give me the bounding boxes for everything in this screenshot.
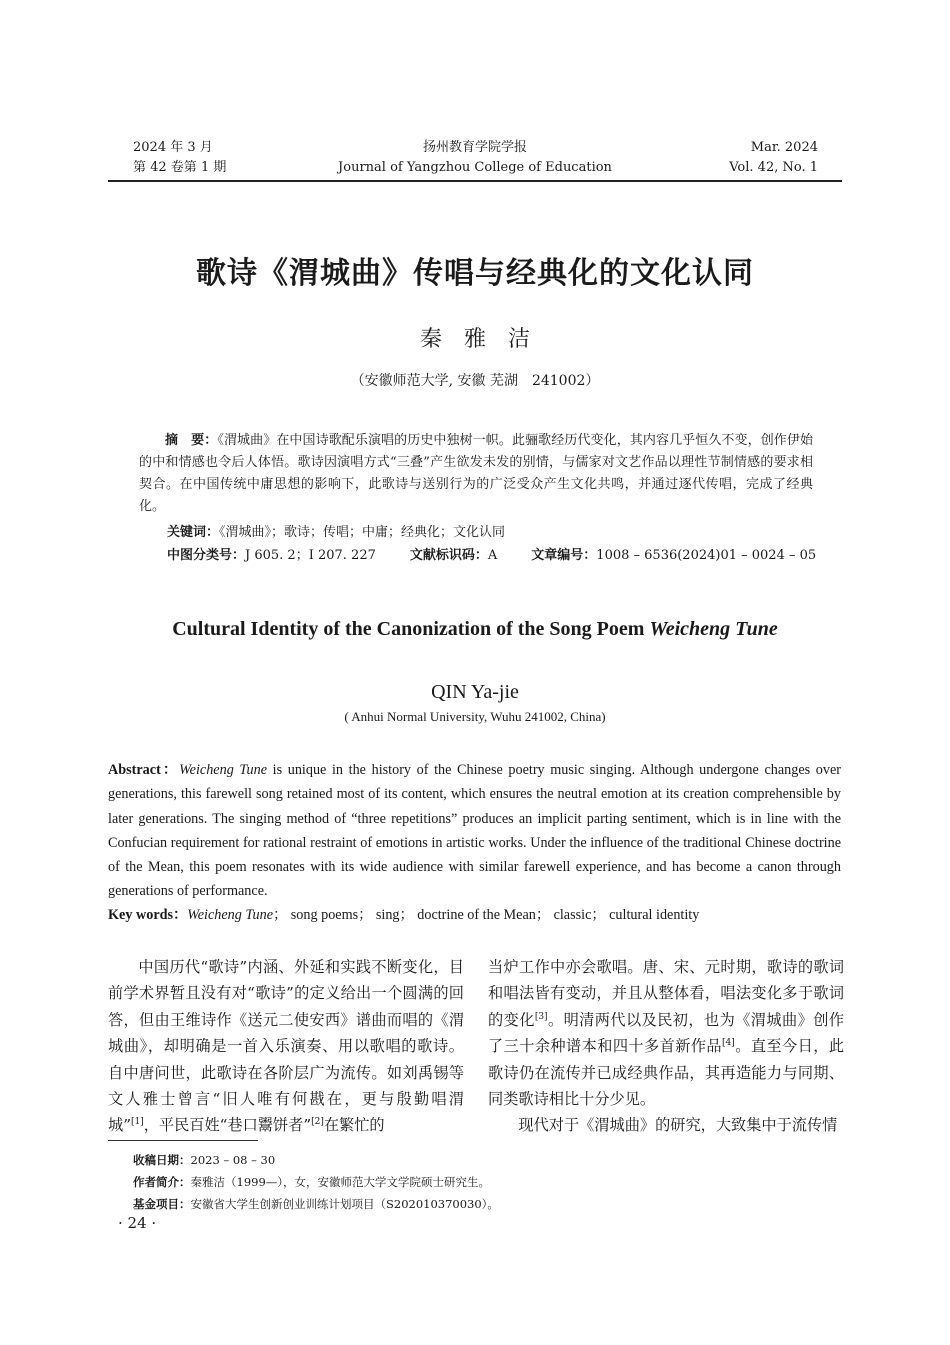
- doc-code-label: 文献标识码：: [409, 548, 488, 563]
- abstract-en: [108, 758, 841, 904]
- citation-ref[interactable]: [2]: [311, 1117, 324, 1128]
- abstract-cn-text: 《渭城曲》在中国诗歌配乐演唱的历史中独树一帜。此骊歌经历代变化，其内容几乎恒久不变，创作伊始的中和情感也令后人体悟。歌诗因演唱方式“三叠”产生欲发未发的别情，与儒家对文艺作品以理性节制情感的要求相契合。在中国传统中庸思想的影响下，此歌诗与送别行为的广泛受众产生文化共鸣，并通过逐代传唱，完成了经典化。: [139, 433, 813, 514]
- abstract-en-text: is unique in the history of the Chinese poetry music singing. Although undergone changes over generations, this farewell song retained most of its content, which ensures the neutral emotion at its creation comprehensible by later generations. The singing method of “three repetitions” produces an implicit parting sentiment, which is in line with the Confucian requirement for rational restraint of emotions in artistic works. Under the influence of the traditional Chinese doctrine of the Mean, this poem resonates with its wide audience with similar farewell experience, and has become a canon through generations of performance.: [108, 762, 841, 900]
- keywords-cn-text: 《渭城曲》；歌诗；传唱；中庸；经典化；文化认同: [219, 525, 506, 540]
- citation-ref[interactable]: [1]: [130, 1117, 144, 1128]
- keywords-en-text: ； song poems； sing； doctrine of the Mean； classic； cultural identity: [273, 907, 700, 923]
- affiliation-cn: （安徽师范大学, 安徽 芜湖 241002）: [350, 373, 600, 389]
- footnote-received: [133, 1149, 833, 1171]
- body-text: 在繁忙的: [323, 1116, 385, 1135]
- footnote-funding: [133, 1193, 833, 1215]
- affiliation-en: ( Anhui Normal University, Wuhu 241002, China): [344, 709, 606, 724]
- abstract-en-label: Abstract: [108, 762, 161, 778]
- header-date-en: Mar. 2024: [750, 140, 818, 155]
- received-value: 2023 – 08 – 30: [190, 1153, 276, 1167]
- journal-name-cn: 扬州教育学院学报: [422, 140, 527, 155]
- classification-line: [167, 545, 827, 567]
- header-right: [729, 138, 818, 178]
- header-volume-cn: 第 42 卷第 1 期: [133, 160, 227, 175]
- header-center: [300, 138, 650, 178]
- keywords-cn: [167, 522, 817, 544]
- author-en: QIN Ya-jie: [431, 681, 519, 703]
- clc-value: J 605. 2；I 207. 227: [245, 548, 376, 563]
- abstract-cn: [139, 430, 813, 518]
- fund-label: 基金项目：: [133, 1197, 191, 1211]
- keywords-cn-label: 关键词：: [167, 525, 220, 540]
- body-text: ，平民百姓“巷口鬻饼者”: [143, 1116, 312, 1135]
- doc-code-value: A: [487, 548, 498, 563]
- title-en-italic: Weicheng Tune: [649, 618, 778, 640]
- abstract-en-colon: ：: [160, 762, 180, 778]
- body-text: 。明清两代以及民初，也为《渭城曲》创作了三十余种谱本和四十多首新作品: [488, 1010, 845, 1056]
- page-number: · 24 ·: [118, 1214, 157, 1232]
- author-cn: 秦 雅 洁: [419, 327, 530, 352]
- header-date-cn: 2024 年 3 月: [133, 140, 213, 155]
- footnote-rule: [108, 1140, 258, 1141]
- body-right-column: [488, 954, 844, 1139]
- article-no-value: 1008 – 6536(2024)01 – 0024 – 05: [596, 548, 817, 563]
- body-text: 中国历代“歌诗”内涵、外延和实践不断变化，目前学术界暂且没有对“歌诗”的定义给出一个圆满的回答，但由王维诗作《送元二使安西》谱曲而唱的《渭城曲》，却明确是一首入乐演奏、用以歌唱的歌诗。自中唐问世，此歌诗在各阶层广为流传。如刘禹锡等文人雅士曾言“旧人唯有何戡在，更与殷勤唱渭城”: [108, 958, 464, 1135]
- body-paragraph: 现代对于《渭城曲》的研究，大致集中于流传情: [518, 1116, 838, 1135]
- bio-label: 作者简介：: [133, 1175, 191, 1189]
- citation-ref[interactable]: [3]: [534, 1011, 548, 1022]
- journal-name-en: Journal of Yangzhou College of Education: [338, 160, 612, 175]
- title-en-main: Cultural Identity of the Canonization of the Song Poem: [172, 618, 650, 640]
- keywords-en-italic: Weicheng Tune: [187, 907, 274, 923]
- keywords-en: [108, 903, 841, 927]
- body-left-column: [108, 954, 464, 1139]
- body-text: 。直至今日，此歌诗仍在流传并已成经典作品，其再造能力与同期、同类歌诗相比十分少见。: [488, 1037, 845, 1109]
- fund-value: 安徽省大学生创新创业训练计划项目（S202010370030）。: [190, 1197, 499, 1211]
- title-cn: 歌诗《渭城曲》传唱与经典化的文化认同: [196, 256, 754, 291]
- abstract-en-italic: Weicheng Tune: [179, 762, 268, 778]
- received-label: 收稿日期：: [133, 1153, 191, 1167]
- footnote-author-bio: [133, 1171, 833, 1193]
- clc-label: 中图分类号：: [167, 548, 246, 563]
- body-paragraph: [488, 954, 844, 1112]
- abstract-cn-label: 摘 要：: [165, 433, 218, 448]
- citation-ref[interactable]: [4]: [722, 1038, 735, 1049]
- bio-value: 秦雅洁（1999—），女，安徽师范大学文学院硕士研究生。: [190, 1175, 491, 1189]
- article-no-label: 文章编号：: [531, 548, 597, 563]
- keywords-en-colon: ：: [173, 907, 188, 923]
- keywords-en-label: Key words: [108, 907, 174, 923]
- body-text: 当炉工作中亦会歌唱。唐、宋、元时期，歌诗的歌词和唱法皆有变动，并且从整体看，唱法变化多于歌词的变化: [488, 958, 844, 1029]
- header-rule: [108, 180, 842, 182]
- header-left: [133, 138, 226, 178]
- header-volume-en: Vol. 42, No. 1: [729, 160, 818, 175]
- title-en: [0, 618, 950, 641]
